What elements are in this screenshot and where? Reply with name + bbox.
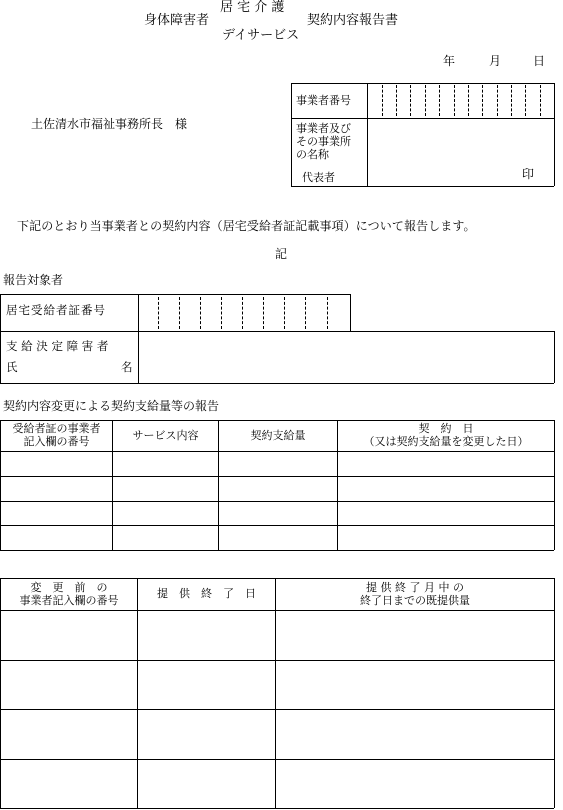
ki-mark: 記 xyxy=(275,247,288,261)
cert-number-label: 居宅受給者証番号 xyxy=(6,303,106,317)
contract-header-date: 契 約 日 （又は契約支給量を変更した日） xyxy=(363,422,529,448)
date-year: 年 xyxy=(443,54,456,68)
recipient-name-label-2a: 氏 xyxy=(6,360,18,374)
subject-heading: 報告対象者 xyxy=(3,273,64,287)
date-day: 日 xyxy=(533,54,546,68)
business-rep-label: 代表者 xyxy=(302,171,335,184)
title-left: 身体障害者 xyxy=(144,13,210,28)
change-heading: 契約内容変更による契約支給量等の報告 xyxy=(3,399,220,413)
date-month: 月 xyxy=(489,54,502,68)
seal-mark: 印 xyxy=(522,167,535,181)
recipient-name-label-2b: 名 xyxy=(121,360,133,374)
business-number-label: 事業者番号 xyxy=(296,94,351,107)
addressee: 土佐清水市福祉事務所長 様 xyxy=(31,117,188,131)
end-header-end-date: 提 供 終 了 日 xyxy=(157,587,256,601)
contract-header-amount: 契約支給量 xyxy=(250,428,306,442)
contract-header-entry-no: 受給者証の事業者 記入欄の番号 xyxy=(12,422,101,448)
intro-text: 下記のとおり当事業者との契約内容（居宅受給者証記載事項）について報告します。 xyxy=(17,219,476,233)
recipient-name-label-1: 支 給 決 定 障 害 者 xyxy=(6,339,109,353)
end-header-prev-entry-no: 変 更 前 の 事業者記入欄の番号 xyxy=(19,580,119,607)
title-right: 契約内容報告書 xyxy=(307,13,399,28)
title-line3: デイサービス xyxy=(222,28,300,43)
contract-header-service: サービス内容 xyxy=(132,428,199,442)
end-header-provided-amount: 提 供 終 了 月 中 の 終了日までの既提供量 xyxy=(360,580,470,607)
title-line1: 居 宅 介 護 xyxy=(220,0,285,15)
business-name-label: 事業者及び その事業所 の名称 xyxy=(296,122,351,162)
